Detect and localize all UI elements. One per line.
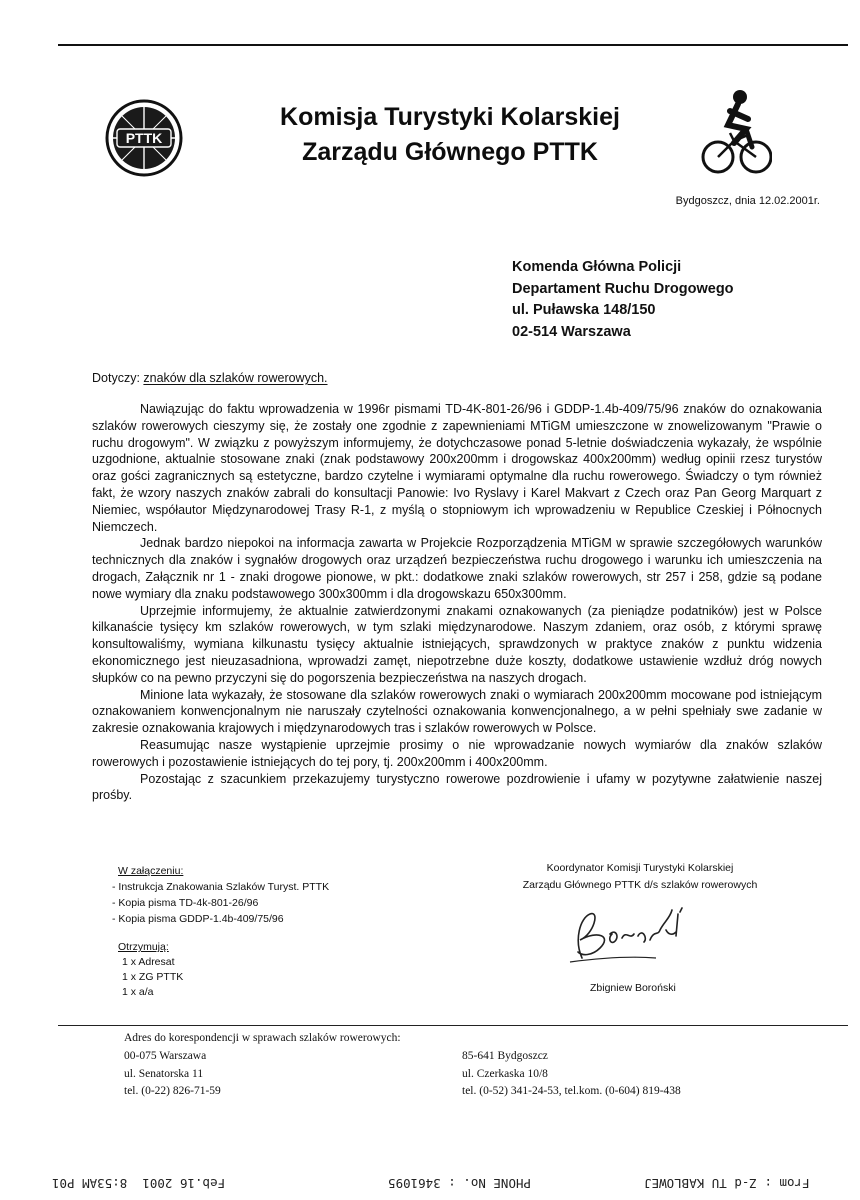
recipient-item: 1 x a/a (122, 986, 154, 998)
subject-label: Dotyczy: (92, 371, 144, 385)
subject-text: znaków dla szlaków rowerowych. (143, 371, 328, 385)
recipients-heading: Otrzymują: (118, 941, 169, 953)
recipients-list (112, 940, 183, 1000)
correspondence-address-bydgoszcz (462, 1048, 681, 1101)
fax-from: From : Z-d TU KABLOWEJ (644, 1176, 810, 1191)
title-line-1: Komisja Turystyki Kolarskiej (280, 103, 620, 131)
addressee-line-2: Departament Ruchu Drogowego (512, 280, 734, 297)
letter-body (92, 401, 822, 804)
signatory-title (490, 860, 790, 894)
fax-header-inverted (0, 1176, 860, 1196)
recipient-item: 1 x Adresat (122, 956, 175, 968)
cyclist-icon (700, 85, 772, 180)
letterhead-title (200, 100, 700, 170)
body-paragraph-4: Minione lata wykazały, że stosowane dla szlaków rowerowych znaki o wymiarach 200x200mm mocowane pod istniejącym oznakowaniem konwencjonalnym nie naruszały czytelności oznakowania konwencjonalnego, a w pełni spełniały swe zadanie w zakresie oznakowania krajowych i międzynarodowych tras i szlaków rowerowych w Polsce. (92, 687, 822, 736)
subject-line (92, 371, 328, 385)
recipient-item: 1 x ZG PTTK (122, 971, 184, 983)
signatory-line-1: Koordynator Komisji Turystyki Kolarskiej (546, 862, 734, 874)
address-line: ul. Senatorska 11 (124, 1067, 204, 1080)
body-paragraph-1: Nawiązując do faktu wprowadzenia w 1996r pismami TD-4K-801-26/96 i GDDP-1.4b-409/75/96 znaków do oznakowania szlaków rowerowych cieszymy się, że zostały one zgodnie z zapewnieniami MTiGM umieszczone w znowelizowanym "Prawie o ruchu drogowym". W związku z powyższym informujemy, że dotychczasowe ponad 5-letnie doświadczenia wykazały, że wspólnie uzgodnione, aktualnie stosowane znaki (znak podstawowy 200x200mm i drogowskaz 400x200mm) według opinii rzesz turystów oraz gości zagranicznych są estetyczne, bardzo czytelne i wymiarami optymalne dla ruchu rowerowego. Świadczy o tym również fakt, że wzory naszych znaków zabrali do konsultacji Panowie: Ivo Ryslavy i Karel Makvart z Czech oraz Pan Georg Marquart z Niemiec, współautor Międzynarodowej Trasy R-1, z myślą o stopniowym ich wprowadzeniu w Republice Czeskiej i Północnych Niemczech. (92, 402, 822, 534)
address-line: tel. (0-22) 826-71-59 (124, 1085, 221, 1097)
body-paragraph-6: Pozostając z szacunkiem przekazujemy turystyczno rowerowe pozdrowienie i ufamy w pozytywne załatwienie naszej prośby. (92, 771, 822, 803)
address-line: 85-641 Bydgoszcz (462, 1050, 548, 1062)
correspondence-address-warsaw (124, 1048, 221, 1101)
addressee-line-4: 02-514 Warszawa (512, 323, 631, 340)
body-paragraph-5: Reasumując nasze wystąpienie uprzejmie prosimy o nie wprowadzanie nowych wymiarów dla znaków szlaków rowerowych i pozostawienie istniejących do tej pory, tj. 200x200mm i 400x200mm. (92, 737, 822, 769)
signatory-line-2: Zarządu Głównego PTTK d/s szlaków rowerowych (522, 879, 758, 891)
addressee-block (512, 257, 734, 343)
letter-date: Bydgoszcz, dnia 12.02.2001r. (675, 195, 820, 207)
address-line: ul. Czerkaska 10/8 (462, 1067, 548, 1080)
attachment-item: - Kopia pisma GDDP-1.4b-409/75/96 (112, 913, 284, 925)
pttk-emblem-icon (104, 98, 184, 178)
attachment-item: - Instrukcja Znakowania Szlaków Turyst. PTTK (112, 881, 330, 893)
title-line-2: Zarządu Głównego PTTK (302, 138, 598, 166)
addressee-line-1: Komenda Główna Policji (512, 259, 682, 275)
handwritten-signature (560, 900, 700, 970)
body-paragraph-3: Uprzejmie informujemy, że aktualnie zatwierdzonymi znakami oznakowanych (za pieniądze podatników) jest w Polsce kilkanaście tysięcy km szlaków rowerowych, w tym szlaki międzynarodowe. Naszym zdaniem, oraz osób, z którymi sprawę konsultowaliśmy, wymiana kilkunastu tysięcy aktualnie istniejących, sprawdzonych w praktyce znaków z punktu widzenia ekonomicznego jest nieuzasadniona, wprowadzi zamęt, niepotrzebne duże koszty, dodatkowe ustawienie wzdłuż dróg nowych słupków co na pewno przyczyni się do pogorszenia bezpieczeństwa na naszych drogach. (92, 603, 822, 685)
body-paragraph-2: Jednak bardzo niepokoi na informacja zawarta w Projekcie Rozporządzenia MTiGM w sprawie szczegółowych warunków technicznych dla znaków i sygnałów drogowych oraz urządzeń bezpieczeństwa ruchu drogowego i warunku ich umieszczenia na drogach, Załącznik nr 1 - znaki drogowe pionowe, w pkt.: dodatkowe znaki szlaków rowerowych, str 257 i 258, gdzie są podane nowe wymiary dla znaku podstawowego 300x300mm i dla drogowskazu 650x300mm. (92, 536, 822, 601)
attachments-heading: W załączeniu: (118, 865, 184, 877)
addressee-line-3: ul. Puławska 148/150 (512, 302, 656, 318)
attachments-list (112, 863, 329, 927)
top-rule (58, 44, 848, 46)
correspondence-heading: Adres do korespondencji w sprawach szlaków rowerowych: (124, 1032, 401, 1044)
signer-name: Zbigniew Boroński (590, 982, 676, 994)
fax-phone: PHONE No. : 3461095 (388, 1176, 531, 1191)
attachment-item: - Kopia pisma TD-4k-801-26/96 (112, 897, 259, 909)
address-line: 00-075 Warszawa (124, 1050, 207, 1062)
logo-text: PTTK (125, 130, 163, 146)
fax-date: Feb.16 2001 8:53AM P01 (52, 1176, 226, 1191)
footer-rule (58, 1025, 848, 1026)
address-line: tel. (0-52) 341-24-53, tel.kom. (0-604) 819-438 (462, 1085, 681, 1097)
